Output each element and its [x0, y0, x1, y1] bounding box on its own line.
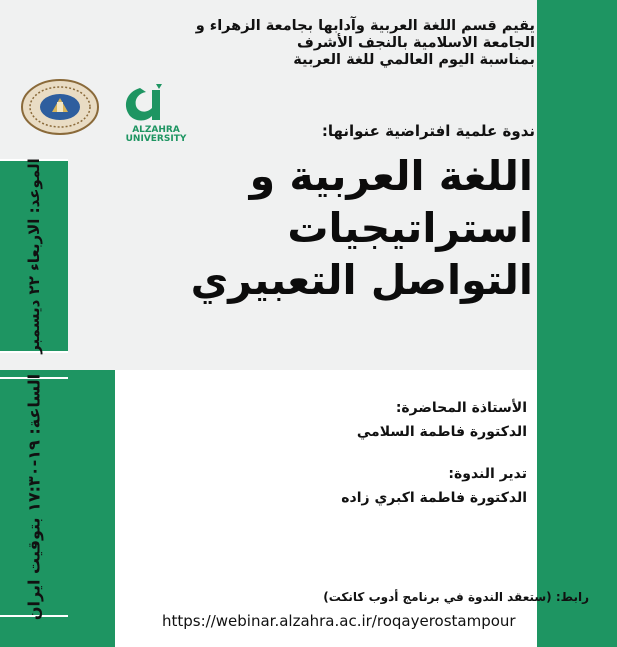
intro-line-3: بمناسبة اليوم العالمي للغة العربية — [293, 52, 535, 68]
lecturer-block — [357, 396, 527, 444]
lecturer-label: الأستاذة المحاضرة: — [395, 400, 527, 416]
title-line-1: اللغة العربية و — [249, 152, 533, 200]
title-line-3: التواصل التعبيري — [190, 256, 533, 304]
date-box — [0, 159, 68, 353]
moderator-name: الدكتورة فاطمة اكبري زاده — [341, 490, 527, 506]
svg-text:UNIVERSITY: UNIVERSITY — [125, 134, 187, 142]
university-seal-logo — [20, 78, 100, 136]
main-title — [191, 150, 533, 306]
intro-text — [196, 18, 535, 69]
moderator-label: تدير الندوة: — [448, 466, 527, 482]
webinar-link[interactable]: https://webinar.alzahra.ac.ir/roqayerostampour — [162, 612, 516, 630]
intro-line-1: يقيم قسم اللغة العربية وآدابها بجامعة الزهراء و — [195, 18, 535, 34]
symposium-label: ندوة علمية افتراضية عنوانها: — [321, 122, 535, 140]
intro-line-2: الجامعة الاسلامية بالنجف الأشرف — [297, 35, 535, 51]
title-line-2: استراتيجيات — [287, 204, 533, 252]
moderator-block — [341, 462, 527, 510]
time-box — [0, 373, 68, 621]
svg-text:ALZAHRA: ALZAHRA — [132, 125, 180, 135]
link-label: رابط: (ستعقد الندوة في برنامج أدوب كانكت) — [323, 590, 589, 604]
lecturer-name: الدكتورة فاطمة السلامي — [356, 424, 527, 440]
date-text: الموعد: الاربعاء ٢٢ ديسمبر — [25, 158, 43, 354]
alzahra-university-logo — [112, 82, 194, 142]
time-text: الساعة: ١٩-١٧:٣٠ بتوقيت ايران — [24, 373, 44, 621]
